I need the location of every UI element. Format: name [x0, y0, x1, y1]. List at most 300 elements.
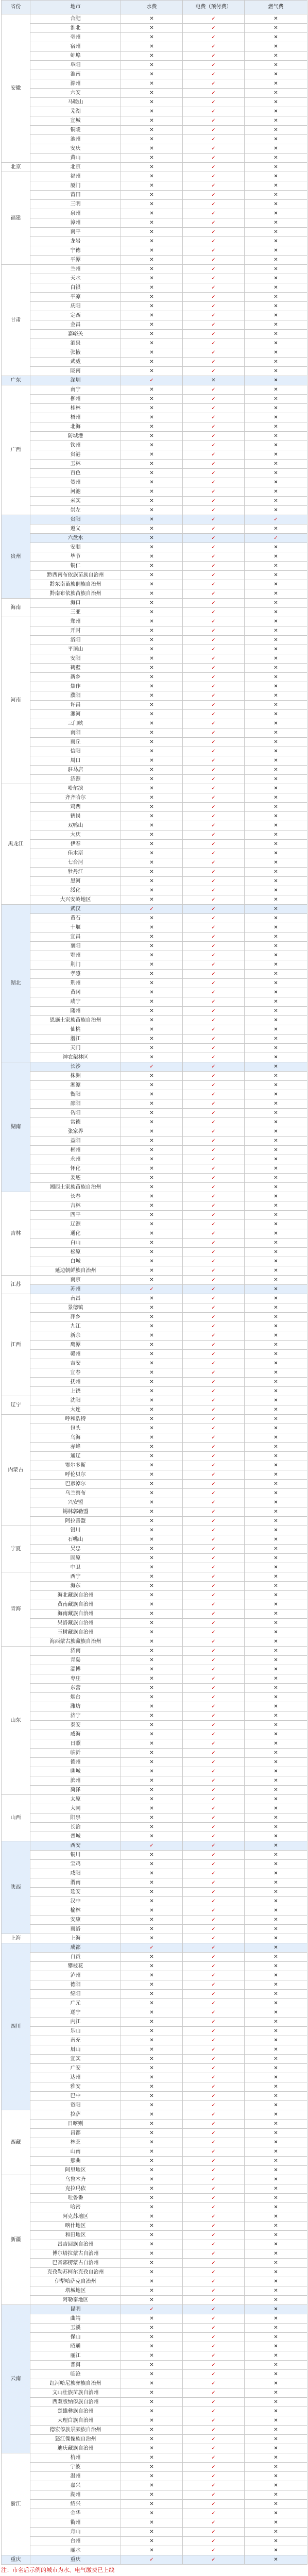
table-row — [2, 2073, 307, 2082]
city-cell: 阿里地区 — [30, 2166, 121, 2175]
check-icon: ✓ — [211, 888, 216, 893]
cross-icon: ✕ — [149, 2529, 154, 2535]
gas-status-cell — [245, 2407, 307, 2416]
gas-status-cell — [245, 116, 307, 126]
cross-icon: ✕ — [273, 878, 278, 884]
cross-icon: ✕ — [149, 35, 154, 40]
check-icon: ✓ — [211, 841, 216, 847]
check-icon: ✓ — [211, 1713, 216, 1719]
city-cell: 巴彦淖尔 — [30, 1480, 121, 1489]
gas-status-cell — [245, 562, 307, 571]
cross-icon: ✕ — [149, 2223, 154, 2229]
check-icon: ✓ — [211, 554, 216, 560]
check-icon: ✓ — [211, 2399, 216, 2405]
water-status-cell — [121, 831, 183, 840]
electricity-status-cell — [183, 1758, 245, 1767]
cross-icon: ✕ — [149, 1546, 154, 1552]
table-row — [2, 1081, 307, 1090]
table-row — [2, 2472, 307, 2481]
city-cell: 新余 — [30, 1331, 121, 1341]
cross-icon: ✕ — [273, 303, 278, 309]
check-icon: ✓ — [211, 647, 216, 652]
electricity-status-cell — [183, 79, 245, 89]
city-cell: 滁州 — [30, 79, 121, 89]
cross-icon: ✕ — [149, 2455, 154, 2461]
water-status-cell — [121, 1591, 183, 1600]
check-icon: ✓ — [211, 81, 216, 87]
gas-status-cell — [245, 1841, 307, 1851]
check-icon: ✓ — [211, 183, 216, 189]
province-cell: 山西 — [2, 1795, 30, 1841]
water-status-cell — [121, 942, 183, 951]
gas-status-cell — [245, 2546, 307, 2555]
table-row — [2, 460, 307, 469]
cross-icon: ✕ — [149, 1741, 154, 1747]
cross-icon: ✕ — [273, 359, 278, 365]
gas-status-cell — [245, 265, 307, 274]
city-cell: 吉安 — [30, 1359, 121, 1368]
city-cell: 榆林 — [30, 1906, 121, 1916]
electricity-status-cell — [183, 608, 245, 617]
electricity-status-cell — [183, 1730, 245, 1739]
cross-icon: ✕ — [273, 776, 278, 782]
cross-icon: ✕ — [273, 433, 278, 439]
city-cell: 衢州 — [30, 2518, 121, 2528]
city-cell: 广安 — [30, 2064, 121, 2073]
cross-icon: ✕ — [149, 1027, 154, 1032]
cross-icon: ✕ — [273, 934, 278, 940]
city-cell: 山南 — [30, 2147, 121, 2157]
city-cell: 信阳 — [30, 747, 121, 756]
cross-icon: ✕ — [149, 665, 154, 671]
city-cell: 岳阳 — [30, 1109, 121, 1118]
electricity-status-cell — [183, 2008, 245, 2018]
gas-status-cell — [245, 450, 307, 460]
cross-icon: ✕ — [149, 2538, 154, 2544]
cross-icon: ✕ — [149, 2279, 154, 2284]
gas-status-cell — [245, 320, 307, 330]
cross-icon: ✕ — [273, 2047, 278, 2053]
electricity-status-cell — [183, 1461, 245, 1470]
gas-status-cell — [245, 1350, 307, 1359]
electricity-status-cell — [183, 1359, 245, 1368]
table-row — [2, 988, 307, 997]
table-row — [2, 1433, 307, 1443]
table-row — [2, 1721, 307, 1730]
table-row — [2, 2082, 307, 2092]
gas-status-cell — [245, 728, 307, 738]
city-cell: 延安 — [30, 1888, 121, 1897]
cross-icon: ✕ — [149, 517, 154, 522]
table-row — [2, 775, 307, 784]
table-row — [2, 1906, 307, 1916]
cross-icon: ✕ — [149, 2112, 154, 2117]
check-icon: ✓ — [211, 823, 216, 828]
gas-status-cell — [245, 1127, 307, 1137]
check-icon: ✓ — [211, 953, 216, 958]
cross-icon: ✕ — [149, 1110, 154, 1116]
cross-icon: ✕ — [149, 1222, 154, 1227]
water-status-cell — [121, 2082, 183, 2092]
electricity-status-cell — [183, 1637, 245, 1647]
gas-status-cell — [245, 14, 307, 24]
water-status-cell — [121, 330, 183, 339]
cross-icon: ✕ — [149, 2269, 154, 2275]
check-icon: ✓ — [211, 1741, 216, 1747]
city-cell: 昌吉回族自治州 — [30, 2240, 121, 2249]
cross-icon: ✕ — [149, 507, 154, 513]
table-row — [2, 626, 307, 636]
province-cell: 宁夏 — [2, 1526, 30, 1572]
gas-status-cell — [245, 2361, 307, 2370]
cross-icon: ✕ — [273, 1963, 278, 1969]
electricity-status-cell — [183, 441, 245, 450]
check-icon: ✓ — [211, 1490, 216, 1496]
cross-icon: ✕ — [273, 2371, 278, 2377]
electricity-status-cell — [183, 1563, 245, 1572]
province-cell: 福建 — [2, 172, 30, 265]
electricity-status-cell — [183, 1220, 245, 1229]
check-icon: ✓ — [211, 1231, 216, 1236]
electricity-status-cell — [183, 469, 245, 478]
table-row — [2, 1786, 307, 1795]
check-icon: ✓ — [211, 2056, 216, 2062]
city-cell: 南阳 — [30, 728, 121, 738]
cross-icon: ✕ — [273, 526, 278, 532]
water-status-cell — [121, 2416, 183, 2426]
cross-icon: ✕ — [273, 1843, 278, 1849]
electricity-status-cell — [183, 524, 245, 534]
check-icon: ✓ — [211, 2065, 216, 2071]
gas-status-cell — [245, 1211, 307, 1220]
cross-icon: ✕ — [273, 1082, 278, 1088]
table-row — [2, 1656, 307, 1665]
cross-icon: ✕ — [149, 786, 154, 791]
city-cell: 昌都 — [30, 2129, 121, 2138]
table-row — [2, 1545, 307, 1554]
cross-icon: ✕ — [273, 1286, 278, 1292]
gas-status-cell — [245, 79, 307, 89]
cross-icon: ✕ — [149, 1555, 154, 1561]
water-status-cell — [121, 803, 183, 812]
gas-status-cell — [245, 942, 307, 951]
electricity-status-cell — [183, 450, 245, 460]
table-row — [2, 172, 307, 181]
table-row — [2, 664, 307, 673]
electricity-status-cell — [183, 1257, 245, 1266]
gas-status-cell — [245, 1174, 307, 1183]
city-cell: 钦州 — [30, 441, 121, 450]
table-row — [2, 1795, 307, 1804]
city-cell: 临沂 — [30, 1749, 121, 1758]
cross-icon: ✕ — [273, 693, 278, 699]
city-cell: 拉萨 — [30, 2110, 121, 2120]
table-row — [2, 2018, 307, 2027]
check-icon: ✓ — [211, 2548, 216, 2553]
water-status-cell — [121, 2249, 183, 2259]
city-cell: 鄂尔多斯 — [30, 1461, 121, 1470]
cross-icon: ✕ — [273, 2538, 278, 2544]
cross-icon: ✕ — [273, 1861, 278, 1867]
check-icon: ✓ — [211, 1871, 216, 1876]
city-cell: 驻马店 — [30, 766, 121, 775]
water-status-cell — [121, 228, 183, 237]
province-cell: 贵州 — [2, 515, 30, 599]
cross-icon: ✕ — [149, 1639, 154, 1645]
cross-icon: ✕ — [149, 81, 154, 87]
electricity-status-cell — [183, 2184, 245, 2194]
water-status-cell — [121, 552, 183, 562]
gas-status-cell — [245, 1925, 307, 1934]
province-cell: 甘肃 — [2, 265, 30, 376]
check-icon: ✓ — [211, 2019, 216, 2025]
table-row — [2, 1016, 307, 1025]
city-cell: 宣城 — [30, 116, 121, 126]
cross-icon: ✕ — [149, 2399, 154, 2405]
electricity-status-cell — [183, 1322, 245, 1331]
water-status-cell — [121, 997, 183, 1007]
water-status-cell — [121, 914, 183, 923]
cross-icon: ✕ — [149, 1082, 154, 1088]
gas-status-cell — [245, 2064, 307, 2073]
check-icon: ✓ — [211, 35, 216, 40]
gas-status-cell — [245, 1220, 307, 1229]
electricity-status-cell — [183, 1127, 245, 1137]
cross-icon: ✕ — [149, 823, 154, 828]
table-row — [2, 1971, 307, 1980]
cross-icon: ✕ — [149, 2075, 154, 2080]
city-cell: 西宁 — [30, 1572, 121, 1582]
electricity-status-cell — [183, 2435, 245, 2444]
table-row — [2, 33, 307, 42]
table-row — [2, 1220, 307, 1229]
check-icon: ✓ — [211, 1147, 216, 1153]
check-icon: ✓ — [211, 656, 216, 662]
cross-icon: ✕ — [273, 507, 278, 513]
cross-icon: ✕ — [149, 1797, 154, 1802]
check-icon: ✓ — [211, 2492, 216, 2498]
gas-status-cell — [245, 2416, 307, 2426]
check-icon: ✓ — [211, 1184, 216, 1190]
electricity-status-cell — [183, 1749, 245, 1758]
check-icon: ✓ — [211, 303, 216, 309]
electricity-status-cell — [183, 562, 245, 571]
province-cell: 青海 — [2, 1572, 30, 1647]
table-row — [2, 1851, 307, 1860]
electricity-status-cell — [183, 2296, 245, 2305]
city-cell: 达州 — [30, 2073, 121, 2082]
electricity-status-cell — [183, 1934, 245, 1943]
cross-icon: ✕ — [273, 1722, 278, 1728]
water-status-cell — [121, 311, 183, 320]
cross-icon: ✕ — [149, 1537, 154, 1543]
gas-status-cell — [245, 1090, 307, 1099]
water-status-cell — [121, 1554, 183, 1563]
check-icon: ✓ — [211, 1537, 216, 1543]
check-icon: ✓ — [211, 266, 216, 272]
table-row — [2, 970, 307, 979]
water-status-cell — [121, 664, 183, 673]
city-cell: 广元 — [30, 1999, 121, 2008]
city-cell: 南充 — [30, 2036, 121, 2045]
table-row — [2, 2481, 307, 2490]
electricity-status-cell — [183, 1767, 245, 1776]
water-status-cell — [121, 376, 183, 385]
water-status-cell — [121, 738, 183, 747]
cross-icon: ✕ — [149, 1926, 154, 1932]
cross-icon: ✕ — [149, 44, 154, 49]
electricity-status-cell — [183, 1507, 245, 1517]
gas-status-cell — [245, 1470, 307, 1480]
cross-icon: ✕ — [273, 1138, 278, 1144]
cross-icon: ✕ — [273, 1240, 278, 1246]
gas-status-cell — [245, 617, 307, 626]
electricity-status-cell — [183, 923, 245, 933]
table-row — [2, 2249, 307, 2259]
water-status-cell — [121, 1396, 183, 1405]
cross-icon: ✕ — [149, 1463, 154, 1468]
cross-icon: ✕ — [273, 2455, 278, 2461]
city-cell: 定西 — [30, 311, 121, 320]
cross-icon: ✕ — [273, 1889, 278, 1895]
check-icon: ✓ — [211, 693, 216, 699]
water-status-cell — [121, 1461, 183, 1470]
gas-status-cell — [245, 1081, 307, 1090]
city-cell: 黔南布依族苗族自治州 — [30, 589, 121, 599]
cross-icon: ✕ — [149, 1324, 154, 1329]
cross-icon: ✕ — [273, 1583, 278, 1589]
cross-icon: ✕ — [273, 2232, 278, 2238]
cross-icon: ✕ — [149, 1314, 154, 1320]
table-row — [2, 1137, 307, 1146]
table-row — [2, 1943, 307, 1953]
electricity-status-cell — [183, 1053, 245, 1062]
water-status-cell — [121, 1953, 183, 1962]
check-icon: ✓ — [211, 164, 216, 170]
table-row — [2, 116, 307, 126]
city-cell: 德宏傣族景颇族自治州 — [30, 2426, 121, 2435]
check-icon: ✓ — [211, 2436, 216, 2442]
cross-icon: ✕ — [149, 2501, 154, 2507]
gas-status-cell — [245, 2398, 307, 2407]
cross-icon: ✕ — [149, 2520, 154, 2526]
check-icon: ✓ — [211, 851, 216, 856]
cross-icon: ✕ — [273, 1991, 278, 1997]
check-icon: ✓ — [211, 127, 216, 133]
header-city: 地市 — [30, 1, 121, 14]
check-icon: ✓ — [211, 1351, 216, 1357]
water-status-cell — [121, 1341, 183, 1350]
check-icon: ✓ — [211, 1648, 216, 1654]
cross-icon: ✕ — [149, 1008, 154, 1014]
check-icon: ✓ — [211, 2464, 216, 2470]
cross-icon: ✕ — [273, 1194, 278, 1199]
gas-status-cell — [245, 821, 307, 831]
table-row — [2, 1470, 307, 1480]
water-status-cell — [121, 1480, 183, 1489]
water-status-cell — [121, 1507, 183, 1517]
city-cell: 楚雄彝族自治州 — [30, 2407, 121, 2416]
city-cell: 玉树藏族自治州 — [30, 1628, 121, 1637]
electricity-status-cell — [183, 1526, 245, 1535]
table-row — [2, 1350, 307, 1359]
city-cell: 鸡西 — [30, 803, 121, 812]
water-status-cell — [121, 33, 183, 42]
city-cell: 兰州 — [30, 265, 121, 274]
cross-icon: ✕ — [273, 118, 278, 124]
table-row — [2, 682, 307, 691]
check-icon: ✓ — [149, 1843, 154, 1849]
check-icon: ✓ — [211, 396, 216, 402]
cross-icon: ✕ — [273, 1936, 278, 1941]
table-row — [2, 719, 307, 728]
table-row — [2, 302, 307, 311]
electricity-status-cell — [183, 172, 245, 181]
gas-status-cell — [245, 1276, 307, 1285]
table-row — [2, 1582, 307, 1591]
gas-status-cell — [245, 515, 307, 524]
table-row — [2, 1341, 307, 1350]
cross-icon: ✕ — [149, 2158, 154, 2164]
water-status-cell — [121, 1721, 183, 1730]
water-status-cell — [121, 460, 183, 469]
check-icon: ✓ — [211, 2316, 216, 2321]
water-status-cell — [121, 441, 183, 450]
gas-status-cell — [245, 1545, 307, 1554]
table-row — [2, 450, 307, 460]
water-status-cell — [121, 191, 183, 200]
cross-icon: ✕ — [273, 2205, 278, 2210]
water-status-cell — [121, 1322, 183, 1331]
gas-status-cell — [245, 1943, 307, 1953]
electricity-status-cell — [183, 886, 245, 895]
city-cell: 景德镇 — [30, 1303, 121, 1313]
check-icon: ✓ — [211, 294, 216, 300]
electricity-status-cell — [183, 1387, 245, 1396]
table-row — [2, 1925, 307, 1934]
table-row — [2, 1276, 307, 1285]
check-icon: ✓ — [211, 257, 216, 263]
table-row — [2, 895, 307, 905]
city-cell: 宜春 — [30, 1368, 121, 1378]
water-status-cell — [121, 2259, 183, 2268]
cross-icon: ✕ — [273, 2409, 278, 2414]
city-cell: 延边朝鲜族自治州 — [30, 1266, 121, 1276]
cross-icon: ✕ — [149, 396, 154, 402]
table-row — [2, 1535, 307, 1545]
table-row — [2, 154, 307, 163]
electricity-status-cell — [183, 1341, 245, 1350]
cross-icon: ✕ — [273, 563, 278, 569]
cross-icon: ✕ — [149, 470, 154, 476]
table-row — [2, 265, 307, 274]
cross-icon: ✕ — [149, 368, 154, 374]
city-cell: 济南 — [30, 1647, 121, 1656]
table-row — [2, 2184, 307, 2194]
city-cell: 南平 — [30, 228, 121, 237]
check-icon: ✓ — [211, 99, 216, 105]
water-status-cell — [121, 2231, 183, 2240]
electricity-status-cell — [183, 422, 245, 432]
electricity-status-cell — [183, 376, 245, 385]
cross-icon: ✕ — [149, 1194, 154, 1199]
check-icon: ✓ — [211, 44, 216, 49]
water-status-cell — [121, 1090, 183, 1099]
gas-status-cell — [245, 1007, 307, 1016]
water-status-cell — [121, 1535, 183, 1545]
cross-icon: ✕ — [149, 2297, 154, 2303]
check-icon: ✓ — [211, 1166, 216, 1172]
